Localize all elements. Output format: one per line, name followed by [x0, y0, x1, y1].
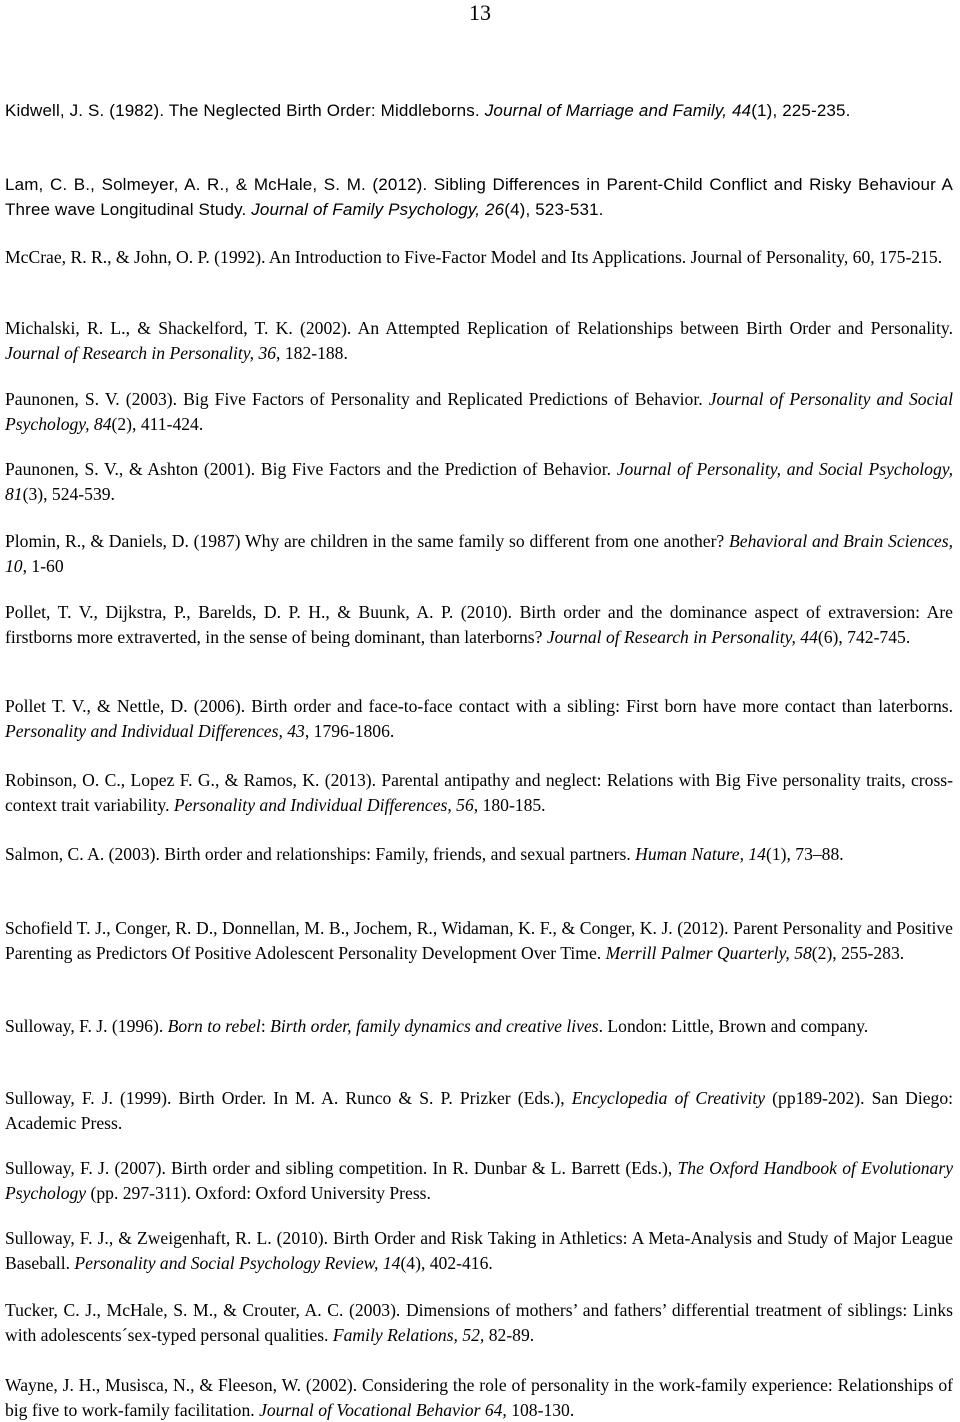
reference-entry — [5, 457, 953, 506]
reference-text: Michalski, R. L., & Shackelford, T. K. (2002). An Attempted Replication of Relationships between Birth Order and Personality. — [5, 318, 953, 338]
reference-text: . London: Little, Brown and company. — [598, 1016, 869, 1036]
reference-source-italic: The Oxford Handbook of Evolutionary Psychology — [5, 1158, 954, 1203]
reference-text: Sulloway, F. J., & Zweigenhaft, R. L. (2010). Birth Order and Risk Taking in Athletics: A Meta-Analysis and Study of Major League Baseball. — [5, 1228, 953, 1273]
reference-source-italic: Journal of Marriage and Family, 44 — [484, 101, 752, 120]
reference-text: (pp. 297-311). Oxford: Oxford University Press. — [86, 1182, 431, 1203]
reference-source-italic: Personality and Social Psychology Review, 14 — [74, 1252, 401, 1273]
reference-text: McCrae, R. R., & John, O. P. (1992). An Introduction to Five-Factor Model and Its Applications. Journal of Personality, 60, 175-215. — [5, 247, 943, 267]
reference-source-italic: Born to rebel — [167, 1016, 261, 1036]
reference-text: Robinson, O. C., Lopez F. G., & Ramos, K. (2013). Parental antipathy and neglect: Relations with Big Five personality traits, cross-context trait variability. — [5, 770, 953, 815]
reference-source-italic: Family Relations, 52, — [332, 1324, 485, 1345]
reference-text: Paunonen, S. V. (2003). Big Five Factors of Personality and Replicated Predictions of Behavior. — [5, 389, 709, 409]
reference-entry — [5, 916, 953, 965]
reference-source-italic: Journal of Family Psychology, 26 — [251, 200, 505, 219]
reference-text: , 180-185. — [473, 794, 546, 815]
reference-entry — [5, 1156, 953, 1205]
reference-source-italic: Human Nature, 14 — [635, 844, 766, 864]
reference-text: Wayne, J. H., Musisca, N., & Fleeson, W. (2002). Considering the role of personality in the work-family experience: Relationships of big five to work-family facilitation. — [5, 1375, 953, 1420]
reference-source-italic: Encyclopedia of Creativity — [571, 1088, 766, 1108]
reference-entry — [5, 1226, 953, 1275]
reference-text: Pollet T. V., & Nettle, D. (2006). Birth order and face-to-face contact with a sibling: First born have more contact than laterborns. — [5, 696, 953, 716]
reference-source-italic: Birth order, family dynamics and creative lives — [270, 1016, 599, 1036]
reference-entry — [5, 694, 953, 743]
reference-text: Sulloway, F. J. (1996). — [5, 1016, 168, 1036]
reference-entry — [5, 842, 953, 867]
reference-text: Pollet, T. V., Dijkstra, P., Barelds, D. P. H., & Buunk, A. P. (2010). Birth order and the dominance aspect of extraversion: Are firstborns more extraverted, in the sense of being dominant, than laterborns? — [5, 602, 953, 647]
reference-source-italic: Journal of Vocational Behavior 64, — [259, 1399, 507, 1420]
reference-text: Sulloway, F. J. (2007). Birth order and sibling competition. In R. Dunbar & L. Barrett (Eds.), — [5, 1158, 678, 1178]
reference-text: (4), 402-416. — [400, 1252, 493, 1273]
reference-entry — [5, 245, 953, 270]
reference-text: , 182-188. — [276, 342, 348, 363]
reference-entry — [5, 1298, 953, 1347]
reference-text: Sulloway, F. J. (1999). Birth Order. In M. A. Runco & S. P. Prizker (Eds.), — [5, 1088, 572, 1108]
reference-entry — [5, 600, 953, 649]
reference-text: Paunonen, S. V., & Ashton (2001). Big Five Factors and the Prediction of Behavior. — [5, 459, 617, 479]
reference-text: 82-89. — [484, 1324, 535, 1345]
reference-source-italic: Journal of Research in Personality, 44 — [546, 626, 818, 647]
reference-source-italic: Personality and Individual Differences, 43 — [5, 720, 305, 741]
page-number: 13 — [469, 0, 491, 25]
reference-text: (6), 742-745. — [817, 626, 911, 647]
reference-text: (4), 523-531. — [504, 200, 604, 219]
reference-entry — [5, 1373, 953, 1422]
reference-text: (1), 225-235. — [751, 101, 851, 120]
reference-entry — [5, 98, 953, 123]
reference-entry — [5, 387, 953, 436]
reference-text: (2), 255-283. — [811, 942, 905, 963]
reference-entry — [5, 1014, 953, 1039]
reference-text: (3), 524-539. — [22, 483, 115, 504]
reference-text: (1), 73–88. — [765, 844, 844, 864]
reference-text: Kidwell, J. S. (1982). The Neglected Birth Order: Middleborns. — [5, 101, 485, 120]
reference-source-italic: Personality and Individual Differences, 56 — [173, 794, 474, 815]
reference-source-italic: Journal of Research in Personality, 36 — [5, 342, 277, 363]
reference-text: Schofield T. J., Conger, R. D., Donnellan, M. B., Jochem, R., Widaman, K. F., & Conger, K. J. (2012). Parent Personality and Positive Parenting as Predictors Of Positive Adolescent Personality Development Over Time. — [5, 918, 953, 963]
reference-text: 108-130. — [506, 1399, 575, 1420]
reference-source-italic: Journal of Personality, and Social Psychology, 81 — [5, 459, 954, 504]
reference-text: , 1796-1806. — [304, 720, 395, 741]
reference-source-italic: Behavioral and Brain Sciences, 10 — [5, 531, 953, 576]
reference-source-italic: Journal of Personality and Social Psychology, 84 — [5, 389, 953, 434]
reference-text: Salmon, C. A. (2003). Birth order and relationships: Family, friends, and sexual partners. — [5, 844, 636, 864]
reference-entry — [5, 1086, 953, 1135]
reference-text: Plomin, R., & Daniels, D. (1987) Why are children in the same family so different from one another? — [5, 531, 730, 551]
reference-text: (2), 411-424. — [111, 413, 204, 434]
reference-entry — [5, 768, 953, 817]
reference-source-italic: Merrill Palmer Quarterly, 58 — [605, 942, 812, 963]
reference-text: , 1-60 — [22, 555, 64, 576]
reference-text: (pp189-202). San Diego: Academic Press. — [5, 1088, 953, 1133]
reference-text: Tucker, C. J., McHale, S. M., & Crouter, A. C. (2003). Dimensions of mothers’ and fathers’ differential treatment of siblings: Links with adolescents´sex-typed personal qualities. — [5, 1300, 953, 1345]
reference-entry — [5, 316, 953, 365]
reference-text: : — [260, 1016, 271, 1036]
reference-entry — [5, 529, 953, 578]
reference-text: Lam, C. B., Solmeyer, A. R., & McHale, S. M. (2012). Sibling Differences in Parent-Child Conflict and Risky Behaviour A Three wave Longitudinal Study. — [5, 175, 953, 219]
reference-entry — [5, 172, 953, 222]
